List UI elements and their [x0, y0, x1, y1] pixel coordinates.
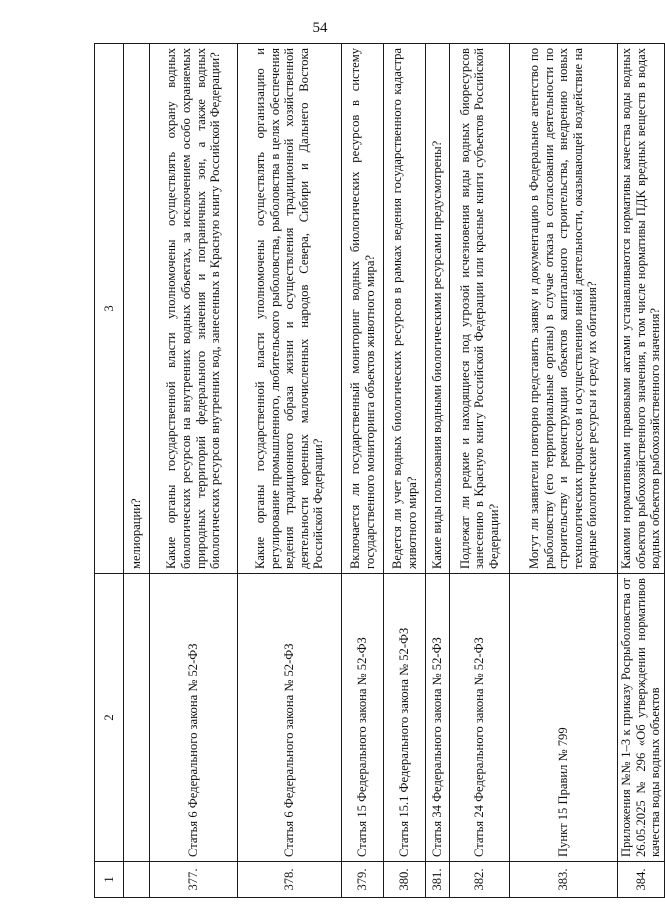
- column-number-3: 3: [95, 44, 124, 574]
- page-number: 54: [312, 20, 328, 36]
- row-number-cell: 383.: [510, 862, 618, 898]
- row-basis-cell: [124, 574, 150, 862]
- row-basis-cell: Статья 6 Федерального закона № 52-ФЗ: [238, 574, 342, 862]
- row-question-cell: Могут ли заявители повторно представить заявку и документацию в Федеральное агентство по рыболовству (его территориальные органы) в случае отказа в согласовании деятельности по строительству и реконструкции объектов капитального строительства, внедрению новых технологических процессов и осуществлению иной деятельности, оказывающей воздействие на водные биологические ресурсы и среду их обитания?: [510, 44, 618, 574]
- row-number-cell: 378.: [238, 862, 342, 898]
- column-number-row: [95, 44, 124, 898]
- row-basis-cell: Статья 6 Федерального закона № 52-ФЗ: [150, 574, 238, 862]
- document-sheet: [94, 44, 663, 898]
- row-basis-cell: Приложения №№ 1–3 к приказу Росрыболовства от 26.05.2025 № 296 «Об утверждении нормативов качества воды водных объектов: [618, 574, 665, 862]
- table-row: [150, 44, 238, 898]
- table-row: [384, 44, 426, 898]
- row-number-cell: 379.: [342, 862, 384, 898]
- row-basis-cell: Статья 24 Федерального закона № 52-ФЗ: [450, 574, 510, 862]
- table-row-continuation: [124, 44, 150, 898]
- row-basis-cell: Статья 15 Федерального закона № 52-ФЗ: [342, 574, 384, 862]
- row-question-cell: Ведется ли учет водных биологических ресурсов в рамках ведения государственного кадастра животного мира?: [384, 44, 426, 574]
- row-number-cell: 377.: [150, 862, 238, 898]
- row-question-cell: Включается ли государственный мониторинг водных биологических ресурсов в систему государственного мониторинга объектов животного мира?: [342, 44, 384, 574]
- row-question-cell: Какие органы государственной власти уполномочены осуществлять организацию и регулирование промышленного, любительского рыболовства, рыболовства в целях обеспечения ведения традиционного образа жизни и осуществления традиционной хозяйственной деятельности коренных малочисленных народов Севера, Сибири и Дальнего Востока Российской Федерации?: [238, 44, 342, 574]
- row-basis-cell: Статья 15.1 Федерального закона № 52-ФЗ: [384, 574, 426, 862]
- row-question-cell: мелиорации?: [124, 44, 150, 574]
- row-question-cell: Подлежат ли редкие и находящиеся под угрозой исчезновения виды водных биоресурсов занесению в Красную книгу Российской Федерации или красные книги субъектов Российской Федерации?: [450, 44, 510, 574]
- row-question-cell: Какие виды пользования водными биологическими ресурсами предусмотрены?: [426, 44, 450, 574]
- table-row: [450, 44, 510, 898]
- table-row: [238, 44, 342, 898]
- row-number-cell: 380.: [384, 862, 426, 898]
- column-number-2: 2: [95, 574, 124, 862]
- row-number-cell: 382.: [450, 862, 510, 898]
- row-number-cell: 384.: [618, 862, 665, 898]
- table-row: [510, 44, 618, 898]
- table-row: [426, 44, 450, 898]
- row-question-cell: Какими нормативными правовыми актами устанавливаются нормативы качества воды водных объектов рыбохозяйственного значения, в том числе нормативы ПДК вредных веществ в водах водных объектов рыбохозяйственного значения?: [618, 44, 665, 574]
- row-number-cell: [124, 862, 150, 898]
- row-number-cell: 381.: [426, 862, 450, 898]
- row-question-cell: Какие органы государственной власти уполномочены осуществлять охрану водных биологических ресурсов на внутренних водных объектах, за исключением особо охраняемых природных территорий федерального значения и пограничных зон, а также водных биологических ресурсов внутренних вод, занесенных в Красную книгу Российской Федерации?: [150, 44, 238, 574]
- regulatory-questions-table: [94, 43, 665, 898]
- table-row: [342, 44, 384, 898]
- row-basis-cell: Пункт 15 Правил № 799: [510, 574, 618, 862]
- column-number-1: 1: [95, 862, 124, 898]
- rotated-table-container: [94, 44, 663, 898]
- row-basis-cell: Статья 34 Федерального закона № 52-ФЗ: [426, 574, 450, 862]
- table-row: [618, 44, 665, 898]
